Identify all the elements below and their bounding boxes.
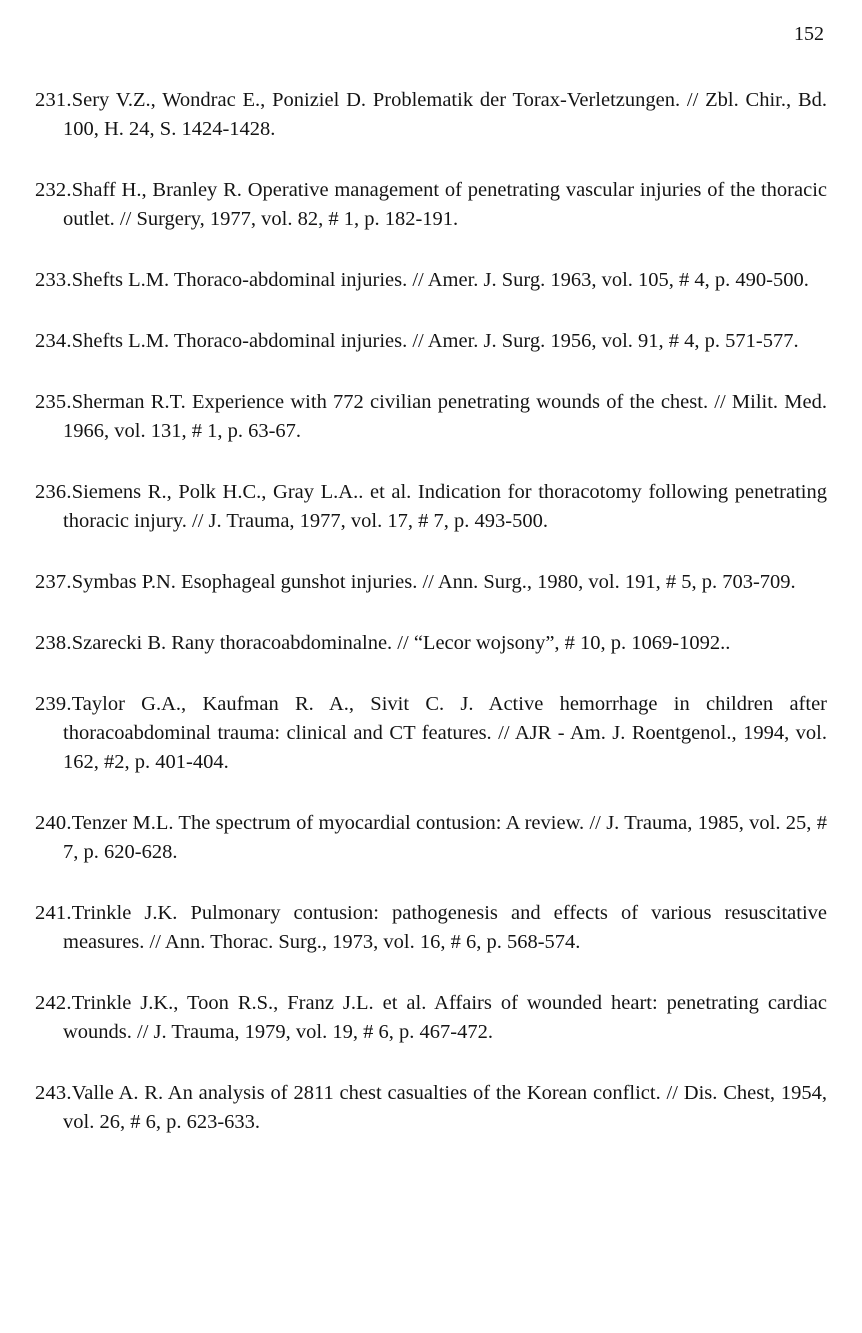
reference-number: 241. [35,902,72,924]
reference-text: Trinkle J.K. Pulmonary contusion: pathogenesis and effects of various resuscitative measures. // Ann. Thorac. Surg., 1973, vol. 16, # 6, p. 568-574. [63,902,827,953]
reference-text: Shaff H., Branley R. Operative management of penetrating vascular injuries of the thoracic outlet. // Surgery, 1977, vol. 82, # 1, p. 182-191. [63,179,827,230]
reference-item [35,478,827,536]
reference-item [35,899,827,957]
reference-text: Valle A. R. An analysis of 2811 chest casualties of the Korean conflict. // Dis. Chest, 1954, vol. 26, # 6, p. 623-633. [63,1082,827,1133]
page-number: 152 [794,23,824,45]
reference-text: Sherman R.T. Experience with 772 civilian penetrating wounds of the chest. // Milit. Med. 1966, vol. 131, # 1, p. 63-67. [63,391,827,442]
reference-number: 243. [35,1082,72,1104]
reference-number: 238. [35,632,72,654]
reference-text: Szarecki B. Rany thoracoabdominalne. // “Lecor wojsony”, # 10, p. 1069-1092.. [71,632,731,654]
reference-number: 240. [35,812,72,834]
reference-number: 233. [35,269,72,291]
reference-number: 239. [35,693,72,715]
reference-item [35,266,827,295]
reference-text: Taylor G.A., Kaufman R. A., Sivit C. J. Active hemorrhage in children after thoracoabdominal trauma: clinical and CT features. // AJR - Am. J. Roentgenol., 1994, vol. 162, #2, p. 401-404. [63,693,827,773]
reference-number: 235. [35,391,72,413]
reference-number: 236. [35,481,72,503]
reference-item [35,388,827,446]
reference-text: Shefts L.M. Thoraco-abdominal injuries. // Amer. J. Surg. 1963, vol. 105, # 4, p. 490-500. [71,269,809,291]
reference-text: Tenzer M.L. The spectrum of myocardial contusion: A review. // J. Trauma, 1985, vol. 25, # 7, p. 620-628. [63,812,827,863]
reference-text: Symbas P.N. Esophageal gunshot injuries. // Ann. Surg., 1980, vol. 191, # 5, p. 703-709. [71,571,796,593]
reference-item [35,690,827,777]
reference-text: Siemens R., Polk H.C., Gray L.A.. et al. Indication for thoracotomy following penetrating thoracic injury. // J. Trauma, 1977, vol. 17, # 7, p. 493-500. [63,481,827,532]
reference-number: 232. [35,179,72,201]
reference-item [35,176,827,234]
reference-text: Trinkle J.K., Toon R.S., Franz J.L. et al. Affairs of wounded heart: penetrating cardiac wounds. // J. Trauma, 1979, vol. 19, # 6, p. 467-472. [63,992,827,1043]
reference-number: 234. [35,330,72,352]
reference-item [35,1079,827,1137]
reference-text: Sery V.Z., Wondrac E., Poniziel D. Problematik der Torax-Verletzungen. // Zbl. Chir., Bd. 100, H. 24, S. 1424-1428. [63,89,827,140]
reference-item [35,86,827,144]
reference-item [35,327,827,356]
reference-item [35,809,827,867]
reference-list [35,86,827,1169]
reference-number: 242. [35,992,72,1014]
reference-item [35,989,827,1047]
reference-number: 231. [35,89,72,111]
reference-text: Shefts L.M. Thoraco-abdominal injuries. // Amer. J. Surg. 1956, vol. 91, # 4, p. 571-577. [71,330,799,352]
reference-number: 237. [35,571,72,593]
reference-item [35,568,827,597]
reference-item [35,629,827,658]
